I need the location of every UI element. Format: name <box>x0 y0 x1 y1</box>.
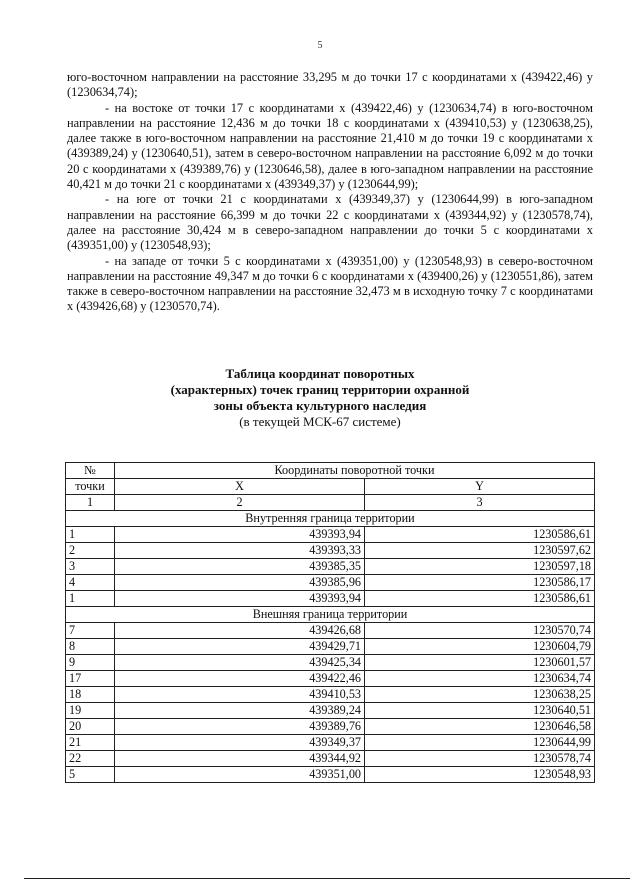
y-coordinate-cell: 1230597,18 <box>365 559 595 575</box>
table-subheader-row <box>66 479 595 495</box>
x-coordinate-cell: 439429,71 <box>115 639 365 655</box>
paragraph-3: - на юге от точки 21 с координатами х (439349,37) у (1230644,99) в юго-западном направлении на расстояние 66,399 м до точки 22 с координатами х (439344,92) у (1230578,74), далее на расстояние 30,424 м в северо-западном направлении до точки 5 с координатами х (439351,00) у (1230548,93); <box>67 192 593 253</box>
table-row <box>66 527 595 543</box>
y-coordinate-cell: 1230578,74 <box>365 751 595 767</box>
y-coordinate-cell: 1230638,25 <box>365 687 595 703</box>
table-row <box>66 591 595 607</box>
point-number-cell: 19 <box>66 703 115 719</box>
table-header-row <box>66 463 595 479</box>
table-row <box>66 559 595 575</box>
table-title-line-4: (в текущей МСК-67 системе) <box>239 414 401 429</box>
outer-section-label: Внешняя граница территории <box>66 607 595 623</box>
y-coordinate-cell: 1230548,93 <box>365 767 595 783</box>
table-title-line-1: Таблица координат поворотных <box>225 366 415 381</box>
table-title-line-3: зоны объекта культурного наследия <box>213 398 427 413</box>
table-row <box>66 543 595 559</box>
table-index-row <box>66 495 595 511</box>
y-coordinate-cell: 1230586,17 <box>365 575 595 591</box>
table-row <box>66 719 595 735</box>
x-coordinate-cell: 439393,94 <box>115 527 365 543</box>
point-number-cell: 9 <box>66 655 115 671</box>
body-text <box>67 70 593 315</box>
index-cell-1: 1 <box>66 495 115 511</box>
table-row <box>66 767 595 783</box>
point-number-cell: 1 <box>66 527 115 543</box>
table-row <box>66 671 595 687</box>
y-coordinate-cell: 1230604,79 <box>365 639 595 655</box>
point-number-cell: 7 <box>66 623 115 639</box>
inner-section-row <box>66 511 595 527</box>
point-number-cell: 18 <box>66 687 115 703</box>
table-row <box>66 751 595 767</box>
x-coordinate-cell: 439425,34 <box>115 655 365 671</box>
point-number-cell: 3 <box>66 559 115 575</box>
x-coordinate-cell: 439389,76 <box>115 719 365 735</box>
point-number-cell: 20 <box>66 719 115 735</box>
y-coordinate-cell: 1230640,51 <box>365 703 595 719</box>
x-coordinate-cell: 439351,00 <box>115 767 365 783</box>
inner-section-label: Внутренняя граница территории <box>66 511 595 527</box>
point-number-cell: 17 <box>66 671 115 687</box>
x-coordinate-cell: 439393,94 <box>115 591 365 607</box>
header-num-top: № <box>66 463 115 479</box>
point-number-cell: 22 <box>66 751 115 767</box>
point-number-cell: 21 <box>66 735 115 751</box>
x-coordinate-cell: 439426,68 <box>115 623 365 639</box>
header-y: Y <box>365 479 595 495</box>
y-coordinate-cell: 1230597,62 <box>365 543 595 559</box>
header-x: X <box>115 479 365 495</box>
table-title-line-2: (характерных) точек границ территории охранной <box>170 382 470 397</box>
table-row <box>66 639 595 655</box>
index-cell-2: 2 <box>115 495 365 511</box>
index-cell-3: 3 <box>365 495 595 511</box>
point-number-cell: 8 <box>66 639 115 655</box>
paragraph-2: - на востоке от точки 17 с координатами х (439422,46) у (1230634,74) в юго-восточном направлении на расстояние 12,436 м до точки 18 с координатами х (439410,53) у (1230638,25), далее также в юго-восточном направлении на расстояние 21,410 м до точки 19 с координатами х (439389,24) у (1230640,51), затем в северо-восточном направлении на расстояние 6,092 м до точки 20 с координатами х (439389,76) у (1230646,58), далее в юго-западном направлении на расстояние 40,421 м до точки 21 с координатами х (439349,37) у (1230644,99); <box>67 100 593 192</box>
paragraph-1: юго-восточном направлении на расстояние 33,295 м до точки 17 с координатами х (439422,46) у (1230634,74); <box>67 70 593 100</box>
table-row <box>66 655 595 671</box>
y-coordinate-cell: 1230586,61 <box>365 591 595 607</box>
point-number-cell: 4 <box>66 575 115 591</box>
x-coordinate-cell: 439389,24 <box>115 703 365 719</box>
y-coordinate-cell: 1230601,57 <box>365 655 595 671</box>
y-coordinate-cell: 1230644,99 <box>365 735 595 751</box>
header-coords: Координаты поворотной точки <box>115 463 595 479</box>
coordinates-table <box>65 462 595 783</box>
header-num-bottom: точки <box>66 479 115 495</box>
x-coordinate-cell: 439410,53 <box>115 687 365 703</box>
x-coordinate-cell: 439349,37 <box>115 735 365 751</box>
point-number-cell: 2 <box>66 543 115 559</box>
x-coordinate-cell: 439385,96 <box>115 575 365 591</box>
table-row <box>66 575 595 591</box>
x-coordinate-cell: 439344,92 <box>115 751 365 767</box>
x-coordinate-cell: 439422,46 <box>115 671 365 687</box>
y-coordinate-cell: 1230634,74 <box>365 671 595 687</box>
table-title <box>0 366 640 430</box>
point-number-cell: 5 <box>66 767 115 783</box>
page-number: 5 <box>317 40 323 51</box>
point-number-cell: 1 <box>66 591 115 607</box>
table-row <box>66 703 595 719</box>
paragraph-4: - на западе от точки 5 с координатами х (439351,00) у (1230548,93) в северо-восточном направлении на расстояние 49,347 м до точки 6 с координатами х (439400,26) у (1230551,86), затем также в северо-восточном направлении на расстояние 32,473 м в исходную точку 7 с координатами х (439426,68) у (1230570,74). <box>67 253 593 314</box>
y-coordinate-cell: 1230586,61 <box>365 527 595 543</box>
y-coordinate-cell: 1230570,74 <box>365 623 595 639</box>
table-row <box>66 687 595 703</box>
table-row <box>66 623 595 639</box>
y-coordinate-cell: 1230646,58 <box>365 719 595 735</box>
x-coordinate-cell: 439385,35 <box>115 559 365 575</box>
bottom-rule <box>24 878 630 879</box>
x-coordinate-cell: 439393,33 <box>115 543 365 559</box>
table-row <box>66 735 595 751</box>
outer-section-row <box>66 607 595 623</box>
